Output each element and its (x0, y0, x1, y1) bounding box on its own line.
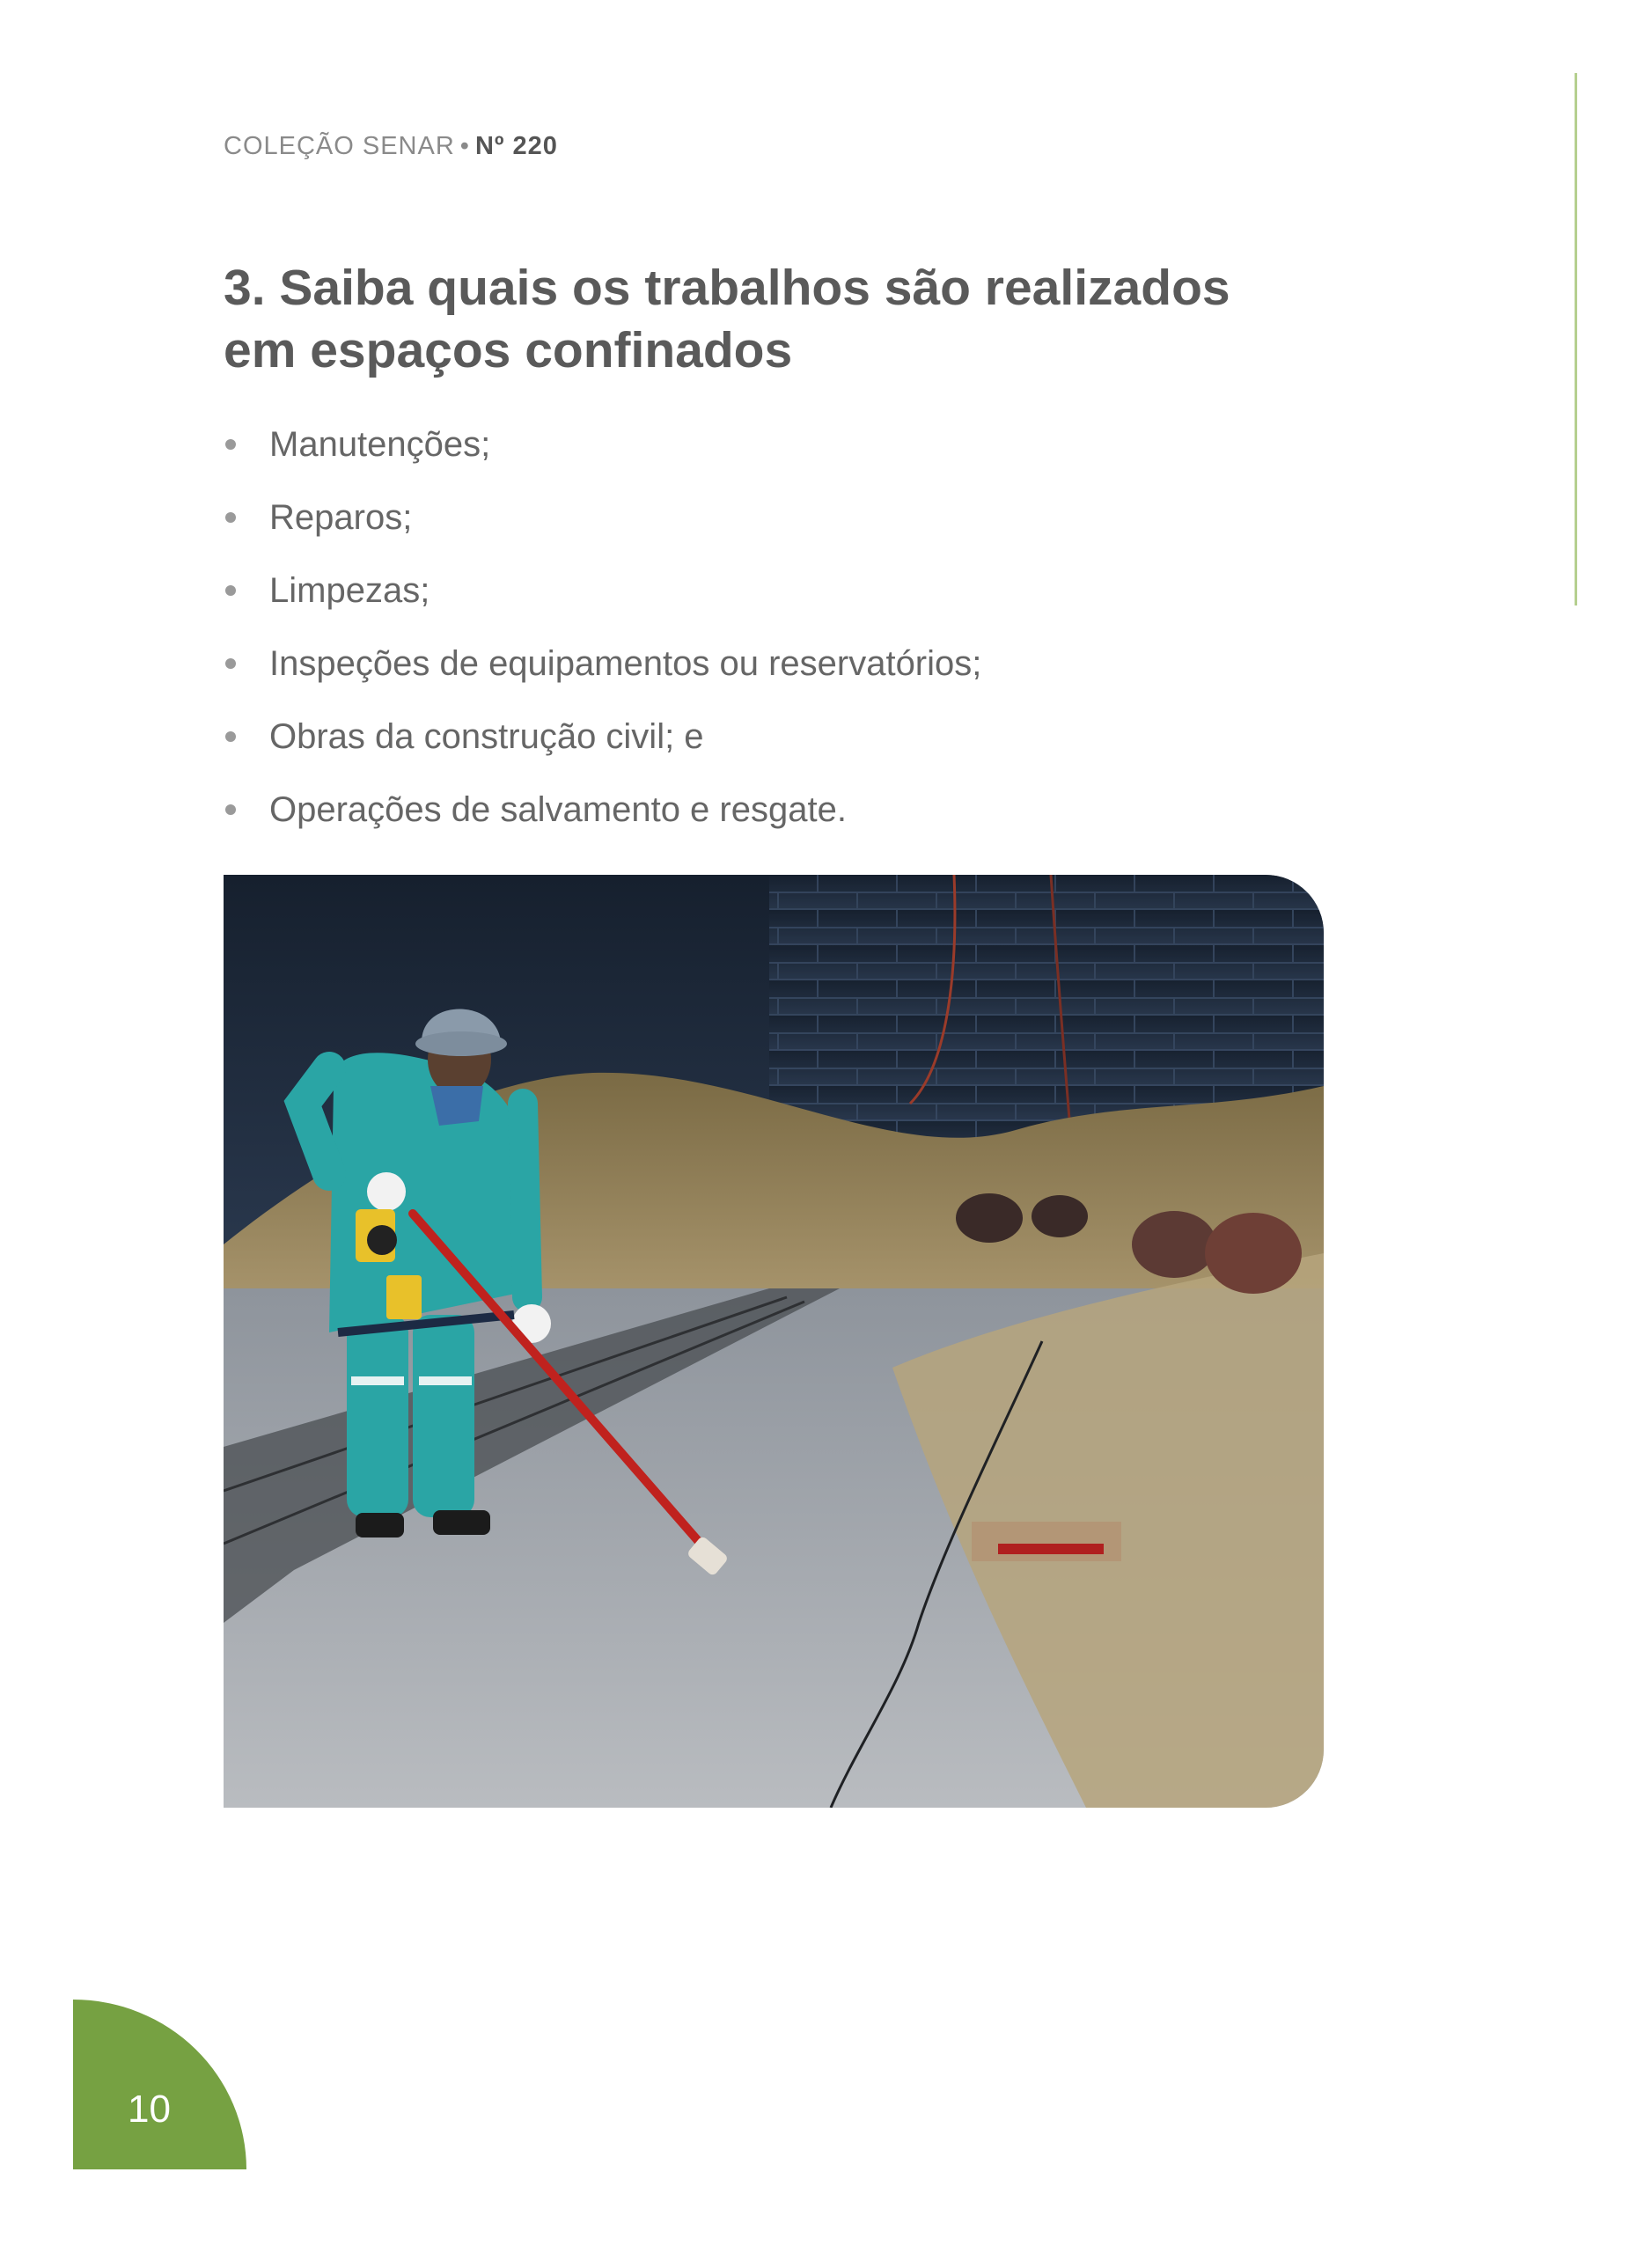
bullet-icon (225, 512, 236, 523)
bullet-icon (225, 804, 236, 815)
collection-name: COLEÇÃO SENAR (224, 132, 455, 160)
list-item (224, 781, 981, 854)
page-number: 10 (128, 2088, 171, 2131)
page-number-tab (73, 2000, 246, 2169)
section-title-line-2: em espaços confinados (224, 322, 793, 378)
list-item-text: Manutenções; (269, 425, 491, 464)
list-item-text: Obras da construção civil; e (269, 717, 704, 756)
list-item-text: Limpezas; (269, 571, 430, 610)
list-item (224, 561, 981, 635)
bullet-icon (225, 585, 236, 596)
list-item (224, 635, 981, 708)
list-item-text: Inspeções de equipamentos ou reservatórios; (269, 644, 982, 683)
running-header (224, 132, 558, 161)
list-item-text: Operações de salvamento e resgate. (269, 790, 847, 829)
section-title (224, 257, 1368, 382)
bullet-icon (225, 439, 236, 450)
bullet-icon (225, 658, 236, 669)
bullet-icon (225, 731, 236, 742)
section-title-line-1: 3. Saiba quais os trabalhos são realizados (224, 260, 1230, 316)
list-item-text: Reparos; (269, 498, 413, 537)
side-rule (1575, 73, 1577, 605)
work-types-list (224, 415, 981, 854)
silo-worker-photo (224, 875, 1324, 1808)
header-separator: • (459, 132, 470, 160)
list-item (224, 415, 981, 488)
list-item (224, 708, 981, 781)
list-item (224, 488, 981, 561)
collection-number: Nº 220 (474, 132, 558, 160)
